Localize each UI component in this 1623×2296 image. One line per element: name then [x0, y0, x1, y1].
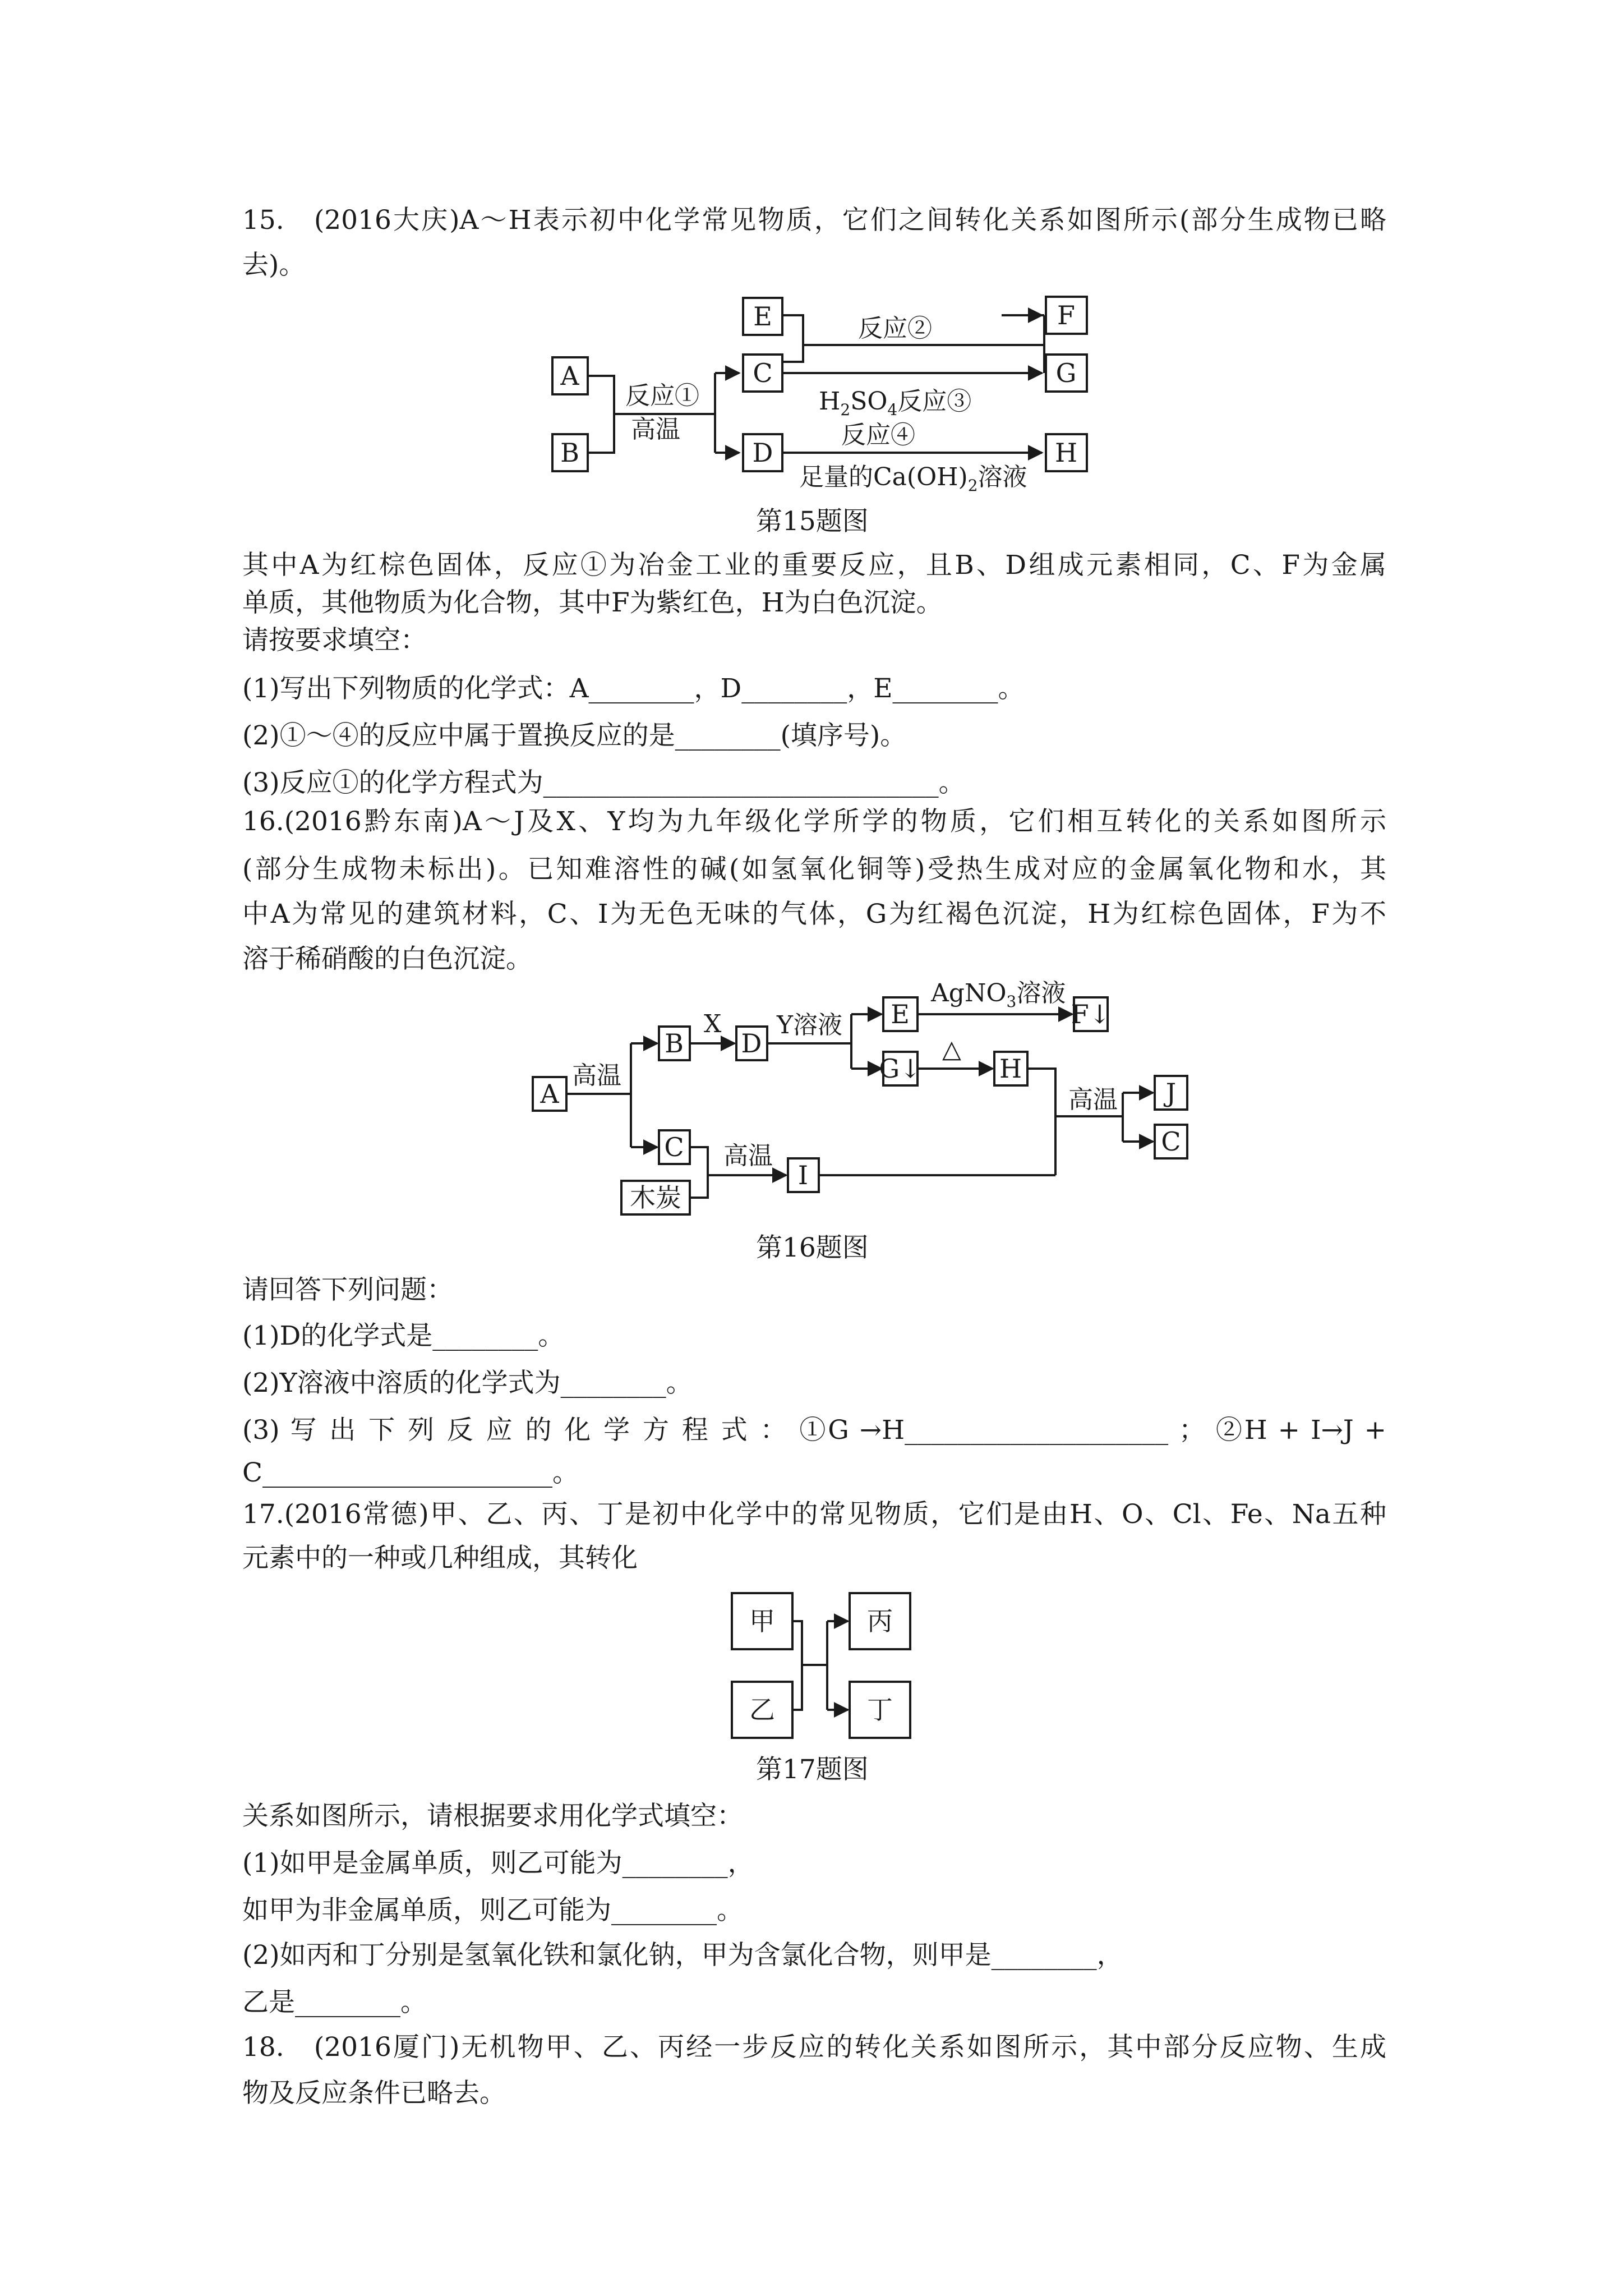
q15-box-d-label: D: [752, 438, 773, 468]
q16-label-gaowen2: 高温: [723, 1142, 773, 1170]
q17-intro-line2: 元素中的一种或几种组成，其转化: [242, 1543, 638, 1573]
q16-caption: 第16题图: [756, 1232, 869, 1263]
q16-label-x: X: [704, 1010, 722, 1038]
q16-label-agno3: AgNO$_3$溶液: [931, 979, 1066, 1011]
q15-sub1: (1)写出下列物质的化学式：A________，D________，E________。: [242, 673, 1025, 704]
q16-box-b-label: B: [665, 1028, 684, 1059]
q16-diagram: [533, 979, 1187, 1214]
q17-intro-line1: 17.(2016常德)甲、乙、丙、丁是初中化学中的常见物质，它们是由H、O、Cl、Fe、Na五种: [242, 1499, 1386, 1530]
q16-label-delta: △: [942, 1035, 961, 1064]
q15-sub2: (2)①～④的反应中属于置换反应的是________(填序号)。: [242, 720, 907, 751]
q17-sub2-line1: (2)如丙和丁分别是氢氧化铁和氯化钠，甲为含氯化合物，则甲是________，: [242, 1940, 1123, 1971]
q16-box-j-label: J: [1165, 1078, 1177, 1108]
q17-box-jia-label: 甲: [749, 1606, 775, 1636]
q16-sub1: (1)D的化学式是________。: [242, 1320, 565, 1351]
q17-sub1-line1: (1)如甲是金属单质，则乙可能为________，: [242, 1848, 754, 1879]
q16-box-i-label: I: [797, 1160, 809, 1190]
q16-box-g-label: G↓: [879, 1053, 921, 1084]
q15-desc-line2: 单质，其他物质为化合物，其中F为紫红色，H为白色沉淀。: [242, 587, 943, 618]
q15-intro-line2: 去)。: [242, 250, 306, 280]
q16-c-charcoal-bracket: [690, 1147, 708, 1198]
q16-sub2: (2)Y溶液中溶质的化学式为________。: [242, 1368, 693, 1398]
q15-label-r1: 反应①: [625, 381, 699, 410]
q16-label-gaowen1: 高温: [572, 1061, 621, 1090]
q16-box-c-label: C: [664, 1132, 684, 1162]
q15-ab-bracket: [588, 376, 614, 453]
q17-diagram: [732, 1593, 910, 1738]
q17-box-ding-label: 丁: [867, 1695, 893, 1725]
q15-desc-line1: 其中A为红棕色固体，反应①为冶金工业的重要反应，且B、D组成元素相同，C、F为金属: [242, 550, 1386, 581]
q16-label-y: Y溶液: [777, 1011, 843, 1039]
q16-box-f-label: F↓: [1071, 999, 1111, 1029]
q15-label-r4-cond: 足量的$Ca(OH)_2$溶液: [799, 463, 1027, 495]
q18-intro-line1: 18. (2016厦门)无机物甲、乙、丙经一步反应的转化关系如图所示，其中部分反应物、生成: [242, 2032, 1386, 2063]
q15-box-b-label: B: [560, 438, 579, 468]
q16-sub3-line2: C______________________。: [242, 1457, 579, 1488]
q16-box-e-label: E: [891, 999, 910, 1029]
q15-label-r1-cond: 高温: [631, 415, 680, 444]
q17-left-bracket: [792, 1621, 802, 1710]
q15-label-r4: 反应④: [841, 421, 915, 449]
q16-intro-line3: 中A为常见的建筑材料，C、I为无色无味的气体，G为红褐色沉淀，H为红棕色固体，F为不: [242, 899, 1386, 930]
q16-intro-line2: (部分生成物未标出)。已知难溶性的碱(如氢氧化铜等)受热生成对应的金属氧化物和水，其: [242, 854, 1386, 885]
q15-label-r2: 反应②: [858, 314, 932, 343]
q17-box-bing-label: 丙: [867, 1606, 893, 1636]
q15-ec-bracket: [782, 315, 803, 362]
q16-intro-line1: 16.(2016黔东南)A～J及X、Y均为九年级化学所学的物质，它们相互转化的关系如图所示: [242, 806, 1386, 837]
q15-sub3: (3)反应①的化学方程式为______________________________。: [242, 767, 965, 798]
q16-box-a-label: A: [540, 1079, 559, 1109]
q16-sub3-line1: (3) 写 出 下 列 反 应 的 化 学 方 程 式 ： ①G →H____________________ ； ②H + I→J +: [242, 1415, 1386, 1446]
q16-intro-line4: 溶于稀硝酸的白色沉淀。: [242, 944, 532, 974]
q15-diagram: [552, 297, 1087, 495]
q15-box-f-label: F: [1057, 300, 1075, 330]
q16-prompt: 请回答下列问题：: [242, 1274, 453, 1305]
q15-box-g-label: G: [1055, 358, 1077, 388]
q16-box-d-label: D: [741, 1028, 762, 1059]
q15-box-c-label: C: [753, 358, 773, 388]
q17-sub2-line2: 乙是________。: [242, 1987, 427, 2018]
q15-prompt: 请按要求填空：: [242, 625, 427, 656]
q15-label-r3: $H_2SO_4$反应③: [819, 387, 972, 419]
q15-caption: 第15题图: [756, 506, 869, 537]
q15-box-h-label: H: [1054, 438, 1078, 468]
q18-intro-line2: 物及反应条件已略去。: [242, 2078, 506, 2109]
q16-box-charcoal-label: 木炭: [630, 1182, 681, 1213]
q15-box-e-label: E: [753, 301, 772, 332]
q17-caption: 第17题图: [756, 1754, 869, 1785]
q17-box-yi-label: 乙: [749, 1695, 775, 1725]
q15-box-a-label: A: [560, 361, 579, 391]
q16-box-h-label: H: [999, 1053, 1022, 1084]
q17-sub1-line2: 如甲为非金属单质，则乙可能为________。: [242, 1895, 743, 1926]
q17-desc: 关系如图所示，请根据要求用化学式填空：: [242, 1801, 743, 1832]
q16-box-c2-label: C: [1161, 1126, 1181, 1157]
q16-label-gaowen3: 高温: [1068, 1085, 1118, 1114]
q16-h-down: [1027, 1069, 1055, 1175]
q15-intro-line1: 15. (2016大庆)A～H表示初中化学常见物质，它们之间转化关系如图所示(部分生成物已略: [242, 205, 1386, 236]
